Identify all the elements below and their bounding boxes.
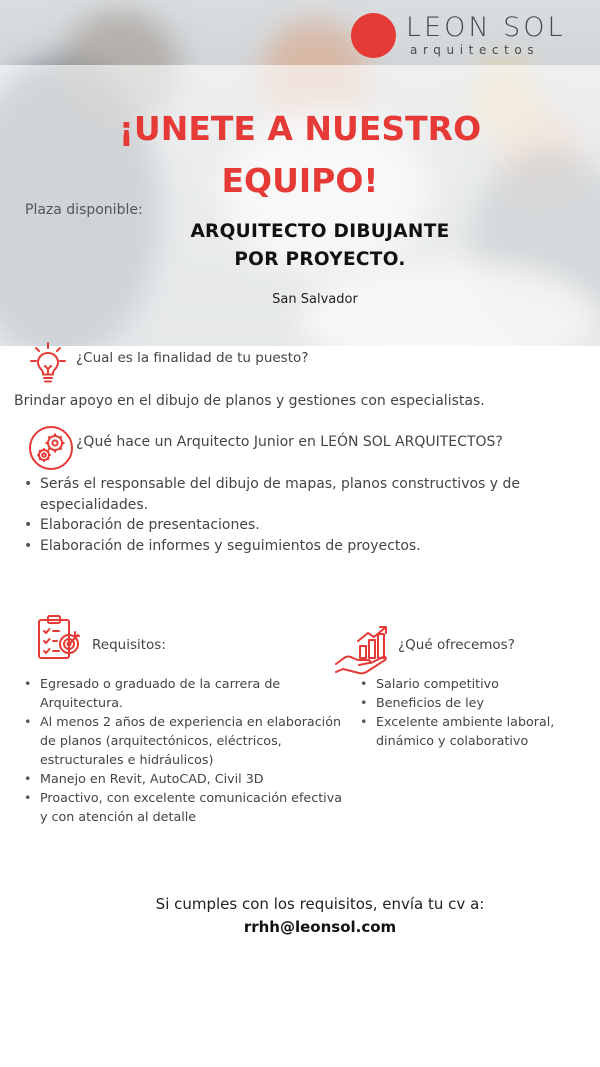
position-title-line-1: ARQUITECTO DIBUJANTE <box>190 221 450 242</box>
contact-email[interactable]: rrhh@leonsol.com <box>243 918 397 936</box>
lightbulb-icon <box>28 339 68 385</box>
list-item: • Elaboración de informes y seguimientos de proyectos. <box>22 536 582 557</box>
purpose-question: ¿Cual es la finalidad de tu puesto? <box>76 350 309 366</box>
purpose-answer: Brindar apoyo en el dibujo de planos y gestiones con especialistas. <box>14 393 485 409</box>
role-question: ¿Qué hace un Arquitecto Junior en LEÓN SOL ARQUITECTOS? <box>76 434 503 450</box>
plaza-label: Plaza disponible: <box>25 202 143 218</box>
logo-circle-icon <box>351 13 396 58</box>
gears-icon <box>27 425 75 471</box>
list-item: • Beneficios de ley <box>358 693 598 712</box>
hand-growth-chart-icon <box>334 624 392 678</box>
list-item: • Al menos 2 años de experiencia en elaboración de planos (arquitectónicos, eléctricos, estructurales e hidráulicos) <box>22 712 342 769</box>
list-item: • Proactivo, con excelente comunicación efectiva y con atención al detalle <box>22 788 342 826</box>
headline <box>100 103 500 207</box>
headline-line-2: EQUIPO! <box>221 161 379 200</box>
list-item: • Excelente ambiente laboral, dinámico y colaborativo <box>358 712 598 750</box>
list-item: • Manejo en Revit, AutoCAD, Civil 3D <box>22 769 342 788</box>
role-list <box>22 474 582 556</box>
requirements-list <box>22 674 342 826</box>
list-item: • Salario competitivo <box>358 674 598 693</box>
checklist-target-icon <box>36 614 82 662</box>
logo-name: LEON SOL <box>406 12 566 43</box>
requirements-title: Requisitos: <box>92 637 166 653</box>
location-text: San Salvador <box>272 292 358 307</box>
position-title-line-2: POR PROYECTO. <box>234 249 406 270</box>
list-item: • Serás el responsable del dibujo de mapas, planos constructivos y de especialidades. <box>22 474 582 515</box>
offer-title: ¿Qué ofrecemos? <box>398 637 515 653</box>
list-item: • Egresado o graduado de la carrera de Arquitectura. <box>22 674 342 712</box>
headline-line-1: ¡UNETE A NUESTRO <box>118 109 482 148</box>
offer-list <box>358 674 598 750</box>
contact-cta: Si cumples con los requisitos, envía tu cv a: <box>155 895 485 913</box>
list-item: • Elaboración de presentaciones. <box>22 515 582 536</box>
logo-tagline: arquitectos <box>410 43 540 57</box>
position-title <box>160 218 480 274</box>
